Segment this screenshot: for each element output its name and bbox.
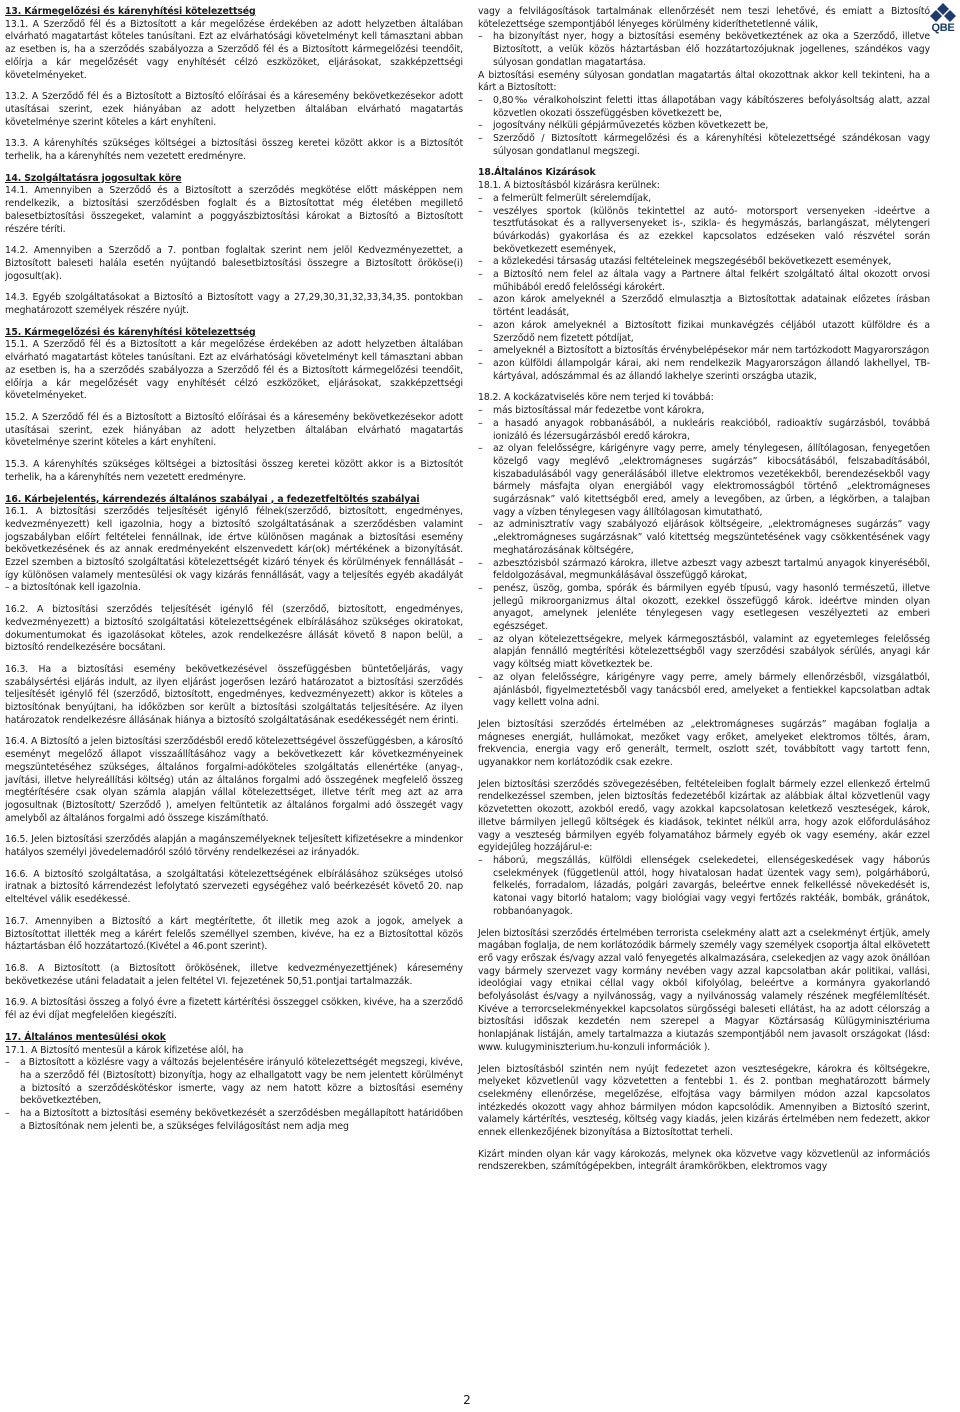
paragraph-15-1: 15.1. A Szerződő fél és a Biztosított a kár megelőzése érdekében az adott helyzetben általában elvárható magatartást köteles tanúsítani. Ezt az elvárhatósági követelményt kell támasztani abban az esetben is, ha a szerződés szabályozza a Szerződő fél és a Biztosított kármegelőzési teendőit, előírja a kár megelőzését vagy enyhítését célzó eszközöket, eljárásokat, szakképzettségi követelményeket. [5,339,463,402]
paragraph-13-3: 13.3. A kárenyhítés szükséges költségei a biztosítási összeg keretei között akkor is a Biztosítót terhelik, ha a kárenyhítés nem vezetett eredményre. [5,138,463,163]
exclusions-list-2 [478,405,930,710]
last-paragraph: Kizárt minden olyan kár vagy károkozás, melynek oka közvetve vagy közvetlenül az információs rendszerekben, számítógépekben, integrált áramkörökben, elektromos vagy [478,1148,930,1173]
section-13-title: 13. Kármegelőzési és kárenyhítési kötelezettség [5,6,256,17]
list-item: – a közlekedési társaság utazási feltételeinek megszegéséből bekövetkezett események, [478,256,930,269]
gross-negligence-intro: A biztosítási esemény súlyosan gondatlan magatartás által okozottnak akkor kell tekinteni, ha a kárt a Biztosított: [478,69,930,94]
paragraph-16-9: 16.9. A biztosítási összeg a folyó évre a fizetett kártérítési összeggel csökken, kivéve, ha a szerződő fél az évi díjat megfelelően kiegészíti. [5,997,463,1022]
list-item: – a Biztosított a közlésre vagy a változás bejelentésére irányuló kötelezettségét megszegi, kivéve, ha a szerződő fél (Biztosított) bizonyítja, hogy az elhallgatott vagy be nem jelentett körülményt a biztosító a szerződéskötéskor ismerte, vagy az nem hatott közre a biztosítási esemény bekövetkeztében, [5,1057,463,1108]
list-item: – a felmerült felmerült sérelemdíjak, [478,193,930,206]
section-18-title: 18.Általános Kizárások [478,167,596,179]
paragraph-14-3: 14.3. Egyéb szolgáltatásokat a Biztosító a Biztosított vagy a 27,29,30,31,32,33,34,35. pontokban meghatározott személyek részére nyújt. [5,292,463,317]
list-item: – a hasadó anyagok robbanásából, a nukleáris reakcióból, radioaktív sugárzásból, továbbá ionizáló és lézersugárzásból eredő károkra, [478,418,930,443]
paragraph-17-1: 17.1. A Biztosító mentesül a károk kifizetése alól, ha [5,1044,244,1056]
list-item: – 0,80‰ véralkoholszint feletti ittas állapotában vagy kábítószeres befolyásoltság alatt, azzal közvetlen okozati összefüggésben következett be, [478,95,930,120]
list-item: – ha bizonyítást nyer, hogy a biztosítási esemény bekövetkeztének az oka a Szerződő, illetve Biztosított, a velük közös háztartásban élő hozzátartozójuknak jogellenes, szándékos vagy súlyosan gondatlan magatartása. [478,31,930,69]
left-column [5,6,463,1133]
paragraph-16-2: 16.2. A biztosítási szerződés teljesítését igénylő fél (szerződő, biztosított, engedményes, kedvezményezett) a biztosító szolgáltatási kötelezettségének elbírálásához szükséges okiratokat, dokumentumokat és igazolásokat köteles, azok rendelkezésre állását követő 8 napon belül, a biztosító rendelkezésére bocsátani. [5,604,463,654]
paragraph-16-3: 16.3. Ha a biztosítási esemény bekövetkezésével összefüggésben büntetőeljárás, vagy szabálysértési eljárás indult, az ilyen eljárást jogerősen lezáró határozatot a biztosítási szerződés teljesítését igénylő fél (szerződő, biztosított, engedményes, kedvezményezett) akkor is köteles a biztosítónak benyújtani, ha időközben sor került a biztosítási szolgáltatás teljesítésére. Az ilyen határozatok rendelkezésre állásának hiánya a biztosító szolgáltatásának esedékességét nem érinti. [5,663,463,726]
paragraph-16-1: 16.1. A biztosítási szerződés teljesítését igénylő félnek(szerződő, biztosított, engedményes, kedvezményezett) kell igazolnia, hogy a biztosító szolgáltatásának a szerződésben valamint jogszabályban előírt feltételei fennállnak, ide értve különösen magának a biztosítási esemény bekövetkezésének és az annak eredményeként elszenvedett kár(ok) mértékének a bizonyítását. Ezzel szemben a biztosító szolgáltatási kötelezettségét kizáró tények és körülmények fennállását –így különösen valamely mentesülési ok vagy kizárás fennállását, vagy a teljesítés egyéb akadályát – a biztosítónak kell igazolnia. [5,506,463,594]
list-item: – azon külföldi állampolgár kárai, aki nem rendelkezik Magyarországon állandó lakhellyel, TB-kártyával, adószámmal és az állandó lakhelye szerinti országba utazik, [478,358,930,383]
list-item: – penész, üszög, gomba, spórák és bármilyen egyéb típusú, vagy hasonló természetű, illetve jellegű mikroorganizmus által okozott, ezekkel összefüggő károk. ideértve minden olyan anyagot, amelynek jelenléte ténylegesen vagy esetlegesen veszélyezteti az emberi egészséget. [478,583,930,634]
list-item: – az olyan kötelezettségekre, melyek kármegosztásból, valamint az egyetemleges felelősség alapján fennálló megtérítési kötelezettségből vagy szerződési szabályok sérülés, anyagi kár vagy költség miatt következtek be. [478,634,930,672]
logo-text: QBE [931,22,955,34]
paragraph-14-2: 14.2. Amennyiben a Szerződő a 7. pontban foglaltak szerint nem jelöl Kedvezményezettet, a Biztosított baleseti halála esetén nyújtandó balesetbiztosítási összegre a Biztosított örököse(i) jogosult(ak). [5,245,463,282]
list-item: – ha a Biztosított a biztosítási esemény bekövetkezését a szerződésben megállapított határidőben a Biztosítónak nem jelenti be, a szükséges felvilágosítást nem adja meg [5,1108,463,1133]
list-item: – azbesztózisból származó károkra, illetve azbeszt vagy azbeszt tartalmú anyagok kinyeréséből, feldolgozásával, megmunkálásával összefüggő károkat, [478,558,930,583]
list-item: – az olyan felelősségre, kárigényre vagy perre, amely ténylegesen, állítólagosan, fenyegetően közelgő vagy meglévő „elektromágneses sugárzás” kibocsátásából, felszabadításából, kiszabadulásából vagy generálásából illetve elektromos vezetékekből, berendezésekből vagy bármely másfajta olyan energiából vagy elektromosságból történő „elektromágneses sugárzásnak” való kitettségből ered, amely a levegőben, az űrben, a légkörben, a talajban vagy a vízben ténylegesen vagy állítólagosan kimutatható, [478,443,930,519]
list-item: – az olyan felelősségre, kárigényre vagy perre, amely bármely ellenőrzésből, vizsgálatból, ajánlásból, figyelmeztetésből vagy tanácsból ered, amelyeket a fentiekkel kapcsolatban adtak vagy kellett volna adni. [478,672,930,710]
continued-list [478,31,930,69]
list-item: – az adminisztratív vagy szabályozó eljárások költségeire, „elektromágneses sugárzás” vagy „elektromágneses sugárzásnak” való kitettség megszüntetésének vagy csökkentésének vagy meghatározásának költségére, [478,519,930,557]
section-14-title: 14. Szolgáltatásra jogosultak köre [5,172,182,184]
exclusions-list-1 [478,193,930,384]
paragraph-15-3: 15.3. A kárenyhítés szükséges költségei a biztosítási összeg keretei között akkor is a Biztosítót terhelik, ha a kárenyhítés nem vezetett eredményre. [5,459,463,483]
electromagnetic-definition: Jelen biztosítási szerződés értelmében az „elektromágneses sugárzás” magában foglalja a mágneses energiát, hullámokat, mezőket vagy erőket, amelyeket elektromos töltés, áram, frekvencia, energia vagy erő generált, termelt, oszlott szét, továbbított vagy tartott fenn, ugyanakkor nem korlátozódik csak ezekre. [478,718,930,769]
list-item: – jogosítvány nélküli gépjárművezetés közben következett be, [478,120,930,133]
qbe-logo-icon [928,2,958,24]
paragraph-16-8: 16.8. A Biztosított (a Biztosított örökösének, illetve kedvezményezettjének) káresemény bekövetkezése utáni feladatait a jelen feltétel VI. fejezetének 50,51.pontjai tartalmazzák. [5,963,463,987]
war-exclusion-intro: Jelen biztosítási szerződés szövegezésében, feltételeiben foglalt bármely ezzel ellenkező értelmű rendelkezéssel szemben, jelen biztosítás fedezetéből kizártak az alábbiak által közvetlenül vagy közvetetten okozott, azokból eredő, vagy azokkal kapcsolatosan keletkező veszteségek, károk, illetve bármilyen jellegű költségek és kiadások, tekintet nélkül arra, hogy azok előfordulásához vagy a veszteség bármilyen egyéb folyamatához bármely egyéb ok vagy esemény, akár ezzel egyidejűleg hozzájárul-e: [478,778,930,854]
section-15-title: 15. Kármegelőzési és kárenyhítési kötelezettség [5,326,256,338]
right-column [478,6,930,1174]
paragraph-16-5: 16.5. Jelen biztosítási szerződés alapján a magánszemélyeknek teljesített kifizetésekre a mindenkor hatályos személyi jövedelemadóról szóló törvény rendelkezései az irányadók. [5,834,463,859]
list-item: – veszélyes sportok (különös tekintettel az autó- motorsport versenyeken -ideértve a tesztfutásokat és a rallyversenyeket is-, szikla- és hegymászás, barlangászat, mélytengeri búvárkodás) gyakorlása és az ezekkel kapcsolatos edzéseken való részvétel során bekövetkezett események, [478,206,930,257]
qbe-logo [928,2,958,36]
list-item: – azon károk amelyeknél a Szerződő elmulasztja a Biztosítottak adatainak előzetes írásban történt leadását, [478,294,930,319]
section-17-title: 17. Általános mentesülési okok [5,1031,166,1043]
list-item: – azon károk amelyeknél a Biztosított fizikai munkavégzés céljából utazott külföldre és a Szerződő nem fizetett pótdíjat, [478,320,930,345]
paragraph-18-2: 18.2. A kockázatviselés köre nem terjed ki továbbá: [478,392,714,404]
list-item: – más biztosítással már fedezetbe vont károkra, [478,405,930,418]
paragraph-18-1: 18.1. A biztosításból kizárásra kerülnek: [478,180,660,192]
war-exclusion-list [478,855,930,919]
exemption-list [5,1057,463,1133]
section-16-title: 16. Kárbejelentés, kárrendezés általános szabályai , a fedezetfeltöltés szabályai [5,493,420,505]
paragraph-14-1: 14.1. Amennyiben a Szerződő és a Biztosított a szerződés megkötése előtt másképpen nem rendelkezik, a biztosítási szerződésben foglalt és a Biztosítottat még életében megillető balesetbiztosítási összegeket, valamint a poggyászbiztosítási károkat a Biztosító a Biztosított részére téríti. [5,185,463,235]
paragraph-13-1: 13.1. A Szerződő fél és a Biztosított a kár megelőzése érdekében az adott helyzetben általában elvárható magatartást köteles tanúsítani. Ezt az elvárhatósági követelményt kell támasztani abban az esetben is, ha a szerződés szabályozza a Szerződő fél és a Biztosított kármegelőzési teendőit, előírja a kár megelőzését vagy enyhítését célzó eszközöket, eljárásokat, szakképzettségi követelményeket. [5,18,463,81]
list-item: – háború, megszállás, külföldi ellenségek cselekedetei, ellenségeskedések vagy háborús cselekmények (függetlenül attól, hogy hivatalosan hadat üzentek vagy sem), polgárháború, felkelés, forradalom, lázadás, polgári zavargás, beleértve ennek felkelléssé növekedését is, katonai vagy bitorló hatalom; vagy biológiai vagy vegyi fertőzés raktéák, bombák, gránátok, robbanóanyagok. [478,855,930,919]
list-item: – Szerződő / Biztosított kármegelőzési és a kárenyhítési kötelezettségé szándékosan vagy súlyosan gondatlanul megszegi. [478,133,930,158]
gross-negligence-list [478,95,930,159]
exclusion-paragraph: Jelen biztosításból szintén nem nyújt fedezetet azon veszteségekre, károkra és költségekre, melyeket közvetlenül vagy közvetetten a fentebbi 1. és 2. pontban meghatározott bármely cselekmény ellenőrzése, megelőzése, elfojtása vagy bármilyen módon azzal kapcsolatos intézkedés okozott vagy ahhoz bármilyen módon kapcsolódik. Amennyiben a Biztosító szerint, valamely kártérítés, veszteség, költség vagy kiadás, jelen kizárás értelmében nem fedezett, akkor ennek ellenkezőjének bizonyítása a Biztosítottat terheli. [478,1063,930,1139]
paragraph-16-4: 16.4. A Biztosító a jelen biztosítási szerződésből eredő kötelezettségével összefüggésben, a károsító eseményt megelőző állapot visszaállításához vagy a bekövetkezett kár következményeinek megszüntetéséhez szükséges, általános forgalmi-adóköteles szolgáltatás ellenértéke (anyag-, javítási, illetve helyreállítási költség) után az általános forgalmi adó összegének megfelelő összeg megtérítésére csak olyan számla alapján vállal kötelezettséget, illetve térít meg azt az arra jogosultnak (Biztosított/ Szerződő ), amelyen feltüntetik az általános forgalmi adó összegét vagy amelyből az általános forgalmi adó összege kiszámítható. [5,736,463,824]
terrorism-definition: Jelen biztosítási szerződés értelmében terrorista cselekmény alatt azt a cselekményt értjük, amely magában foglalja, de nem korlátozódik bármely személy vagy személyek csoportja által elkövetett erő vagy erőszak és/vagy azzal való fenyegetés alkalmazására, cselekedjen az vagy azok önállóan vagy bármely szervezet vagy kormány nevében vagy azzal kapcsolatban akár politikai, vallási, ideológiai vagy etnikai céllal vagy okból kifolyólag, beleértve a kormányra gyakorlandó befolyásolást és/vagy a nyilvánosság, vagy a nyilvánosság valamely részének megfélemlítését. Kivéve a terrorcselekményekkel kapcsolatos sürgősségi baleseti ellátást, ha az adott célország a biztosítási időszak kezdetén nem szerepel a Magyar Köztársaság Külügyminisztériuma honlapjának listáján, amely tartalmazza a kiutazás szempontjából nem javasolt országokat (lásd: www. kulugyminiszterium.hu-konzuli információk ). [478,927,930,1053]
paragraph-15-2: 15.2. A Szerződő fél és a Biztosított a Biztosító előírásai és a káresemény bekövetkezésekor adott utasításai szerint, ezek hiányában az adott helyzetben általában elvárható magatartás követelménye szerint köteles a kárt enyhíteni. [5,411,463,449]
paragraph-13-2: 13.2. A Szerződő fél és a Biztosított a Biztosító előírásai és a káresemény bekövetkezésekor adott utasításai szerint, ezek hiányában az adott helyzetben általában elvárható magatartás követelménye szerint köteles a kárt enyhíteni. [5,91,463,128]
list-item: – a Biztosító nem felel az általa vagy a Partnere által felkért szolgáltató által okozott orvosi műhibából eredő felelősségi károkért. [478,269,930,294]
list-item: – amelyeknél a Biztosított a biztosítás érvénybelépésekor már nem tartózkodott Magyarországon [478,345,930,358]
paragraph-16-6: 16.6. A biztosító szolgáltatása, a szolgáltatási kötelezettségének elbírálásához szükséges utolsó iratnak a biztosító kárrendezést lefolytató szervezeti egységéhez való beérkezését követő 20. nap elteltével válik esedékessé. [5,868,463,906]
paragraph-16-7: 16.7. Amennyiben a Biztosító a kárt megtérítette, őt illetik meg azok a jogok, amelyek a Biztosítottat illették meg a kárért felelős személlyel szemben, kivéve, ha ez a Biztosítottal közös háztartásban élő hozzátartozó.(Kivétel a 46.pont szerint). [5,915,463,953]
continued-text: vagy a felvilágosítások tartalmának ellenőrzését nem teszi lehetővé, és emiatt a Biztosító kötelezettsége szempontjából lényeges körülmény kideríthetetlenné válik, [478,6,930,30]
page-number: 2 [463,1393,471,1407]
